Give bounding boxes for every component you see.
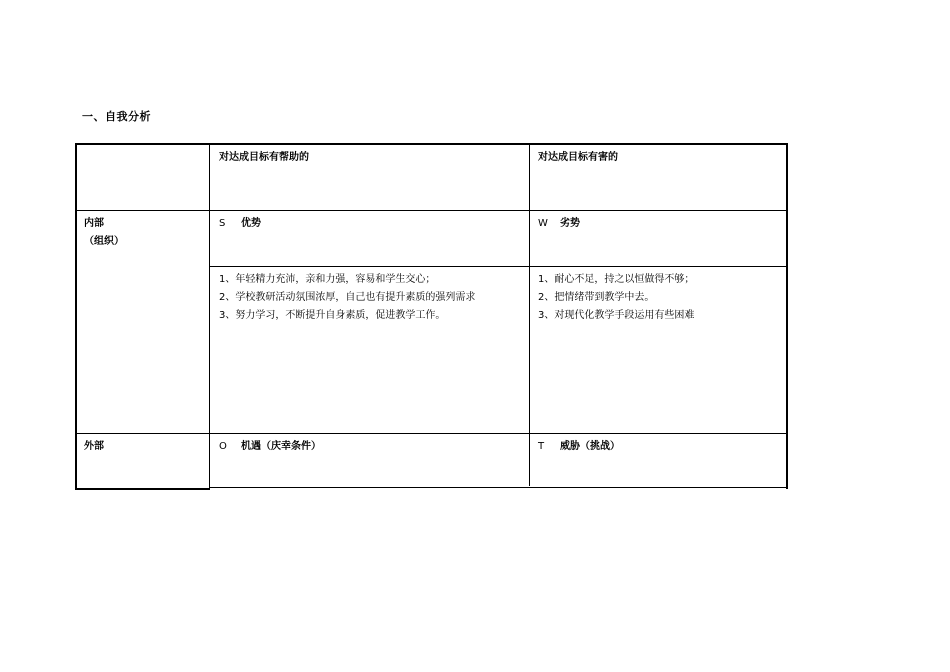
row-label-internal bbox=[84, 215, 124, 251]
opportunities-header bbox=[219, 438, 321, 456]
weaknesses-title: 劣势 bbox=[560, 218, 580, 229]
threats-title: 威胁（挑战） bbox=[560, 441, 620, 452]
table-divider-row3 bbox=[75, 433, 787, 434]
row-label-internal-text: 内部 bbox=[84, 218, 104, 229]
weaknesses-letter: W bbox=[538, 218, 548, 229]
table-divider-col2 bbox=[529, 143, 530, 486]
list-item: 2、把情绪带到教学中去。 bbox=[538, 292, 655, 303]
list-item: 2、学校教研活动氛围浓厚，自己也有提升素质的强列需求 bbox=[219, 292, 476, 303]
threats-header bbox=[538, 438, 620, 456]
opportunities-letter: O bbox=[219, 441, 227, 452]
strengths-letter: S bbox=[219, 218, 226, 229]
table-border-bottom-right bbox=[210, 487, 788, 488]
column-header-helpful: 对达成目标有帮助的 bbox=[219, 152, 309, 163]
weaknesses-list bbox=[538, 271, 694, 325]
strengths-header bbox=[219, 215, 261, 233]
list-item: 1、年轻精力充沛，亲和力强，容易和学生交心； bbox=[219, 274, 436, 285]
table-border-top bbox=[75, 143, 787, 145]
threats-letter: T bbox=[538, 441, 545, 452]
section-heading: 一、自我分析 bbox=[82, 110, 151, 123]
table-divider-row2 bbox=[210, 266, 787, 267]
list-item: 3、努力学习，不断提升自身素质，促进教学工作。 bbox=[219, 310, 446, 321]
table-border-bottom-left bbox=[75, 488, 210, 490]
column-header-harmful: 对达成目标有害的 bbox=[538, 152, 618, 163]
opportunities-title: 机遇（庆幸条件） bbox=[241, 441, 321, 452]
table-divider-row1 bbox=[75, 210, 787, 211]
table-border-left bbox=[75, 143, 77, 490]
swot-table bbox=[75, 143, 787, 489]
strengths-list bbox=[219, 271, 475, 325]
weaknesses-header bbox=[538, 215, 580, 233]
strengths-title: 优势 bbox=[241, 218, 261, 229]
list-item: 3、对现代化教学手段运用有些困难 bbox=[538, 310, 695, 321]
table-border-right bbox=[786, 143, 788, 489]
table-divider-col1 bbox=[209, 143, 210, 489]
list-item: 1、耐心不足，持之以恒做得不够； bbox=[538, 274, 695, 285]
row-label-external: 外部 bbox=[84, 441, 104, 452]
row-label-internal-sub: （组织） bbox=[84, 236, 124, 247]
